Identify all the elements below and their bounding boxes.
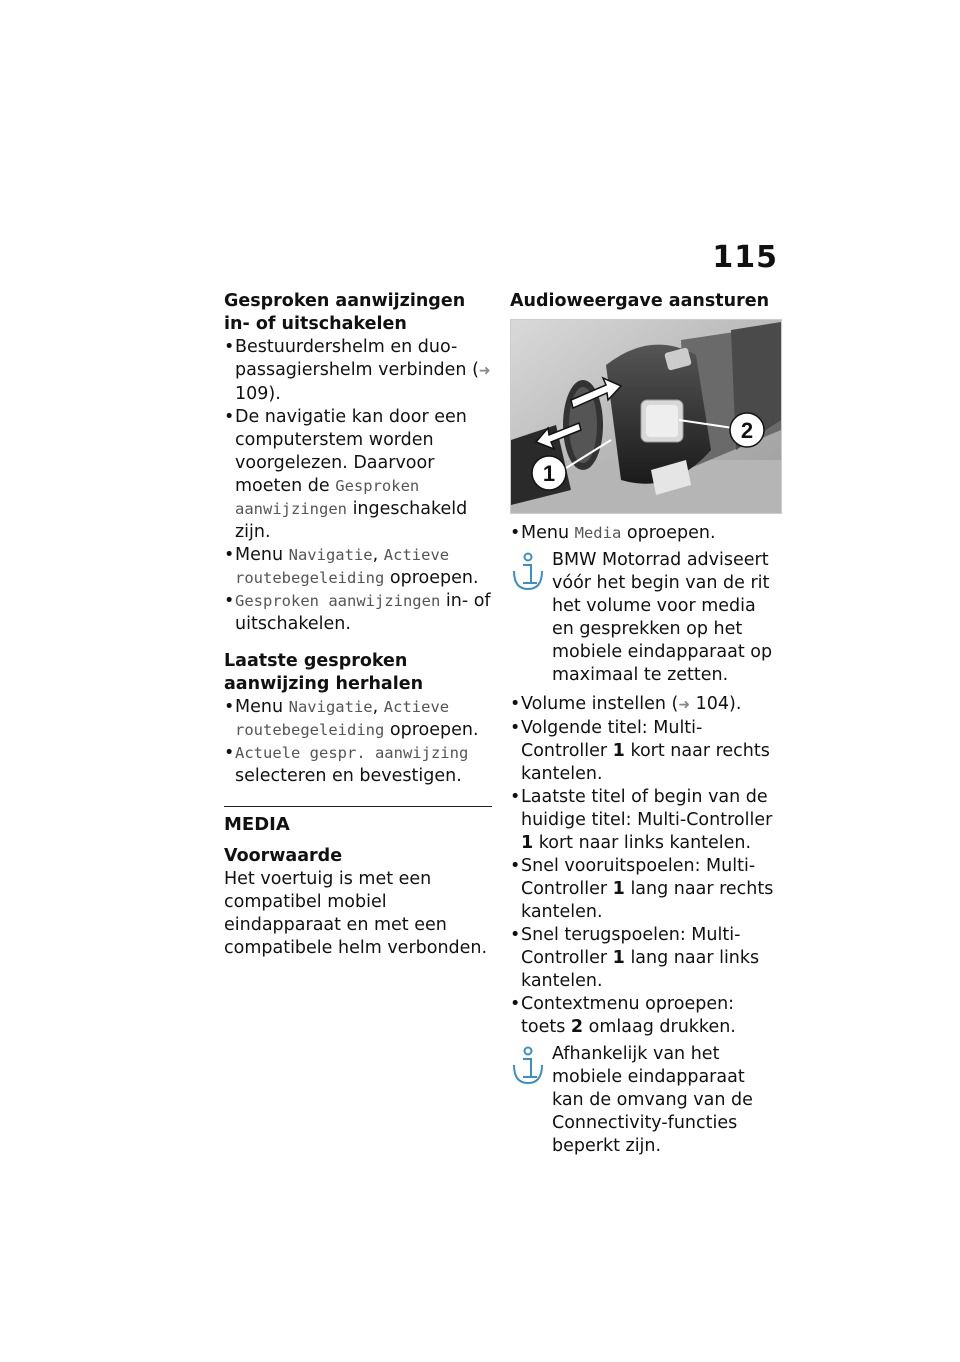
heading-audio-control: Audioweergave aansturen [510, 291, 770, 311]
callout-number: 1 [612, 879, 625, 899]
list-item: • Menu Navigatie, Actieve routebegeleiding oproepen. [224, 696, 492, 742]
right-column [510, 290, 780, 1164]
list-item: • Volgende titel: Multi-Controller 1 kort naar rechts kantelen. [510, 717, 780, 786]
menu-term: Media [574, 524, 622, 542]
info-note [510, 1043, 780, 1158]
menu-term: Actuele gespr. aanwijzing [235, 744, 469, 762]
left-column [224, 290, 492, 960]
callout-label-1: 1 [542, 461, 556, 486]
list-item: • Snel vooruitspoelen: Multi-Controller 1 lang naar rechts kantelen. [510, 855, 780, 924]
handlebar-controls-figure [510, 319, 782, 514]
menu-term: Gesproken aanwijzingen [235, 592, 441, 610]
list-item: • Volume instellen (➜ 104). [510, 693, 780, 717]
list-item: • Actuele gespr. aanwijzing selecteren en bevestigen. [224, 742, 492, 788]
list-item: • Contextmenu oproepen: toets 2 omlaag drukken. [510, 993, 780, 1039]
menu-term: Actieve routebegeleiding [235, 698, 450, 739]
list-item: • Snel terugspoelen: Multi-Controller 1 lang naar links kantelen. [510, 924, 780, 993]
info-note [510, 549, 780, 687]
heading-prerequisite: Voorwaarde [224, 846, 343, 866]
heading-repeat-guidance: Laatste gesproken aanwijzing herhalen [224, 651, 424, 694]
section-title: MEDIA [224, 814, 290, 835]
list-item: • Bestuurdershelm en duo-passagiershelm verbinden (➜ 109). [224, 336, 492, 406]
callout-number: 2 [570, 1017, 584, 1037]
list-item: • Gesproken aanwijzingen in- of uitschakelen. [224, 590, 492, 636]
note-text: Afhankelijk van het mobiele eindapparaat kan de omvang van de Connectivity-functies beperkt zijn. [552, 1044, 753, 1156]
heading-voice-guidance: Gesproken aanwijzingen in- of uitschakelen [224, 291, 466, 334]
body-text: Het voertuig is met een compatibel mobiel eindapparaat en met een compatibele helm verbonden. [224, 869, 488, 958]
menu-term: Gesproken aanwijzingen [235, 477, 420, 518]
page-ref: 109). [235, 384, 281, 404]
list-item: • De navigatie kan door een computerstem worden voorgelezen. Daarvoor moeten de Gesproken aanwijzingen ingeschakeld zijn. [224, 406, 492, 544]
arrow-ref-icon: ➜ [678, 697, 691, 713]
info-icon [510, 1045, 546, 1085]
callout-number: 1 [612, 948, 625, 968]
menu-term: Navigatie [288, 698, 373, 716]
section-divider [224, 806, 492, 807]
menu-term: Navigatie [288, 546, 373, 564]
callout-label-2: 2 [740, 418, 754, 443]
callout-number: 1 [521, 833, 534, 853]
arrow-ref-icon: ➜ [478, 363, 491, 379]
list-item: • Laatste titel of begin van de huidige titel: Multi-Controller 1 kort naar links kantelen. [510, 786, 780, 855]
menu-term: Actieve routebegeleiding [235, 546, 450, 587]
callout-number: 1 [612, 741, 625, 761]
page-number: 115 [712, 240, 778, 275]
info-icon [510, 551, 546, 591]
list-item: • Menu Navigatie, Actieve routebegeleiding oproepen. [224, 544, 492, 590]
page-ref: 104). [695, 694, 742, 714]
list-item: • Menu Media oproepen. [510, 522, 780, 545]
note-text: BMW Motorrad adviseert vóór het begin van de rit het volume voor media en gesprekken op het mobiele eindapparaat op maximaal te zetten. [552, 550, 773, 685]
